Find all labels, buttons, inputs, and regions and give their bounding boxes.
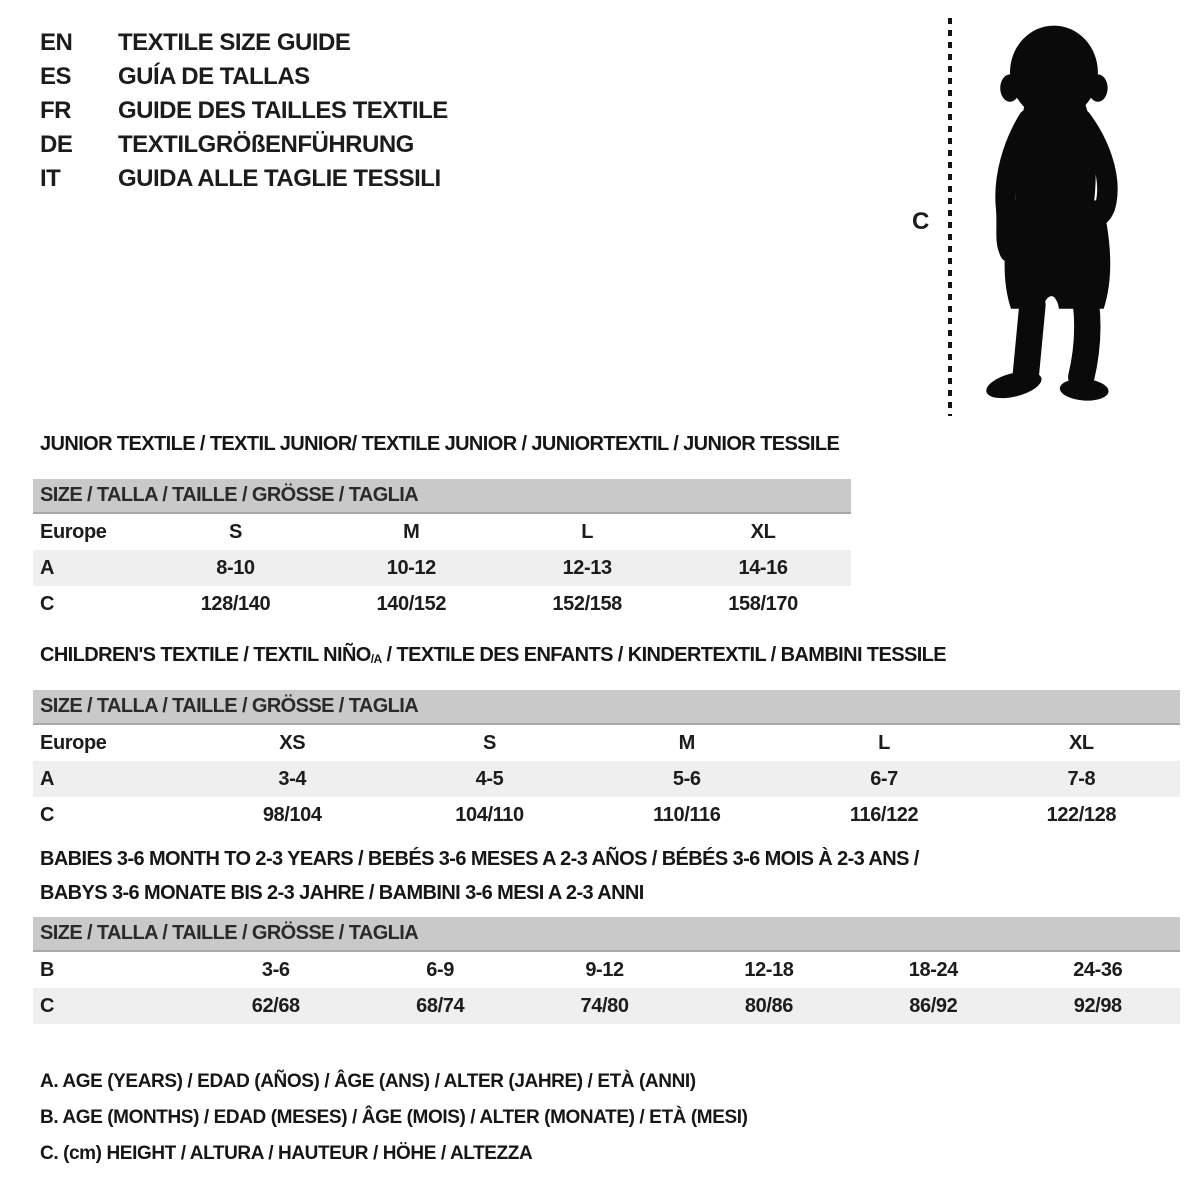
size-cell: S [228,520,242,543]
legend [40,1064,748,1172]
height-cell: 116/122 [849,803,919,826]
children-title-sub: /A [370,652,382,666]
junior-size-header: SIZE / TALLA / TAILLE / GRÖSSE / TAGLIA [33,479,851,514]
language-code: IT [40,165,61,192]
row-label: A [33,761,194,797]
size-cell: M [403,520,420,543]
table-row-months [33,952,1180,988]
children-section [33,644,1180,833]
language-row-en [40,26,448,60]
height-cell: 122/128 [1046,803,1117,826]
size-cell: L [878,731,890,754]
months-cell: 3-6 [261,958,290,981]
height-cell: 92/98 [1016,988,1180,1024]
size-cell: L [581,520,594,543]
age-cell: 6-7 [785,761,982,797]
language-code: DE [40,131,73,158]
babies-section-title-line2: BABYS 3-6 MONATE BIS 2-3 JAHRE / BAMBINI 3-6 MESI A 2-3 ANNI [40,882,644,904]
row-label: C [33,988,194,1024]
size-cell: XL [750,520,776,543]
age-cell: 12-13 [499,550,675,586]
legend-line-b: B. AGE (MONTHS) / EDAD (MESES) / ÂGE (MOIS) / ALTER (MONATE) / ETÀ (MESI) [40,1107,748,1128]
height-cell: 68/74 [358,988,522,1024]
age-cell: 4-5 [391,761,588,797]
size-cell: M [678,731,695,754]
language-row-fr [40,94,448,128]
children-title-part: CHILDREN'S TEXTILE / TEXTIL NIÑO [40,644,371,666]
height-cell: 74/80 [522,988,686,1024]
language-code: EN [40,29,73,56]
height-measure-line [948,18,952,416]
table-row-age [33,550,851,586]
table-row-height [33,586,851,622]
legend-line-a: A. AGE (YEARS) / EDAD (AÑOS) / ÂGE (ANS) / ALTER (JAHRE) / ETÀ (ANNI) [40,1071,696,1092]
children-size-table [33,690,1180,833]
guide-title-fr: GUIDE DES TAILLES TEXTILE [118,97,448,124]
guide-title-de: TEXTILGRÖßENFÜHRUNG [118,131,414,158]
months-cell: 6-9 [426,958,455,981]
children-title-part: / TEXTILE DES ENFANTS / KINDERTEXTIL / BAMBINI TESSILE [381,644,947,666]
row-label: C [40,803,55,826]
size-cell: XL [1068,731,1094,754]
table-row-europe [33,725,1180,761]
language-row-de [40,128,448,162]
age-cell: 5-6 [588,761,785,797]
height-figure [898,12,1178,422]
months-cell: 18-24 [908,958,958,981]
row-label: Europe [40,520,107,543]
months-cell: 12-18 [744,958,794,981]
height-cell: 128/140 [200,592,271,615]
language-title-block [40,26,448,196]
babies-table [33,952,1180,1024]
table-row-age [33,761,1180,797]
language-row-es [40,60,448,94]
row-label: Europe [40,731,107,754]
toddler-silhouette-image [968,16,1134,414]
children-size-header: SIZE / TALLA / TAILLE / GRÖSSE / TAGLIA [33,690,1180,725]
babies-section-title-line1: BABIES 3-6 MONTH TO 2-3 YEARS / BEBÉS 3-6 MESES A 2-3 AÑOS / BÉBÉS 3-6 MOIS À 2-3 ANS / [40,848,919,870]
language-code: ES [40,63,72,90]
table-row-height [33,797,1180,833]
guide-title-it: GUIDA ALLE TAGLIE TESSILI [118,165,441,192]
months-cell: 24-36 [1073,958,1123,981]
age-cell: 14-16 [675,550,851,586]
height-cell: 86/92 [851,988,1015,1024]
age-cell: 10-12 [323,550,499,586]
age-cell: 3-4 [194,761,391,797]
babies-section [33,848,1180,1024]
junior-section [33,433,851,622]
age-cell: 8-10 [148,550,324,586]
height-cell: 104/110 [455,803,524,826]
height-cell: 80/86 [687,988,851,1024]
guide-title-en: TEXTILE SIZE GUIDE [118,29,351,56]
legend-line-c: C. (cm) HEIGHT / ALTURA / HAUTEUR / HÖHE / ALTEZZA [40,1143,533,1164]
junior-table [33,514,851,622]
row-label: B [40,958,55,981]
children-table [33,725,1180,833]
junior-section-title: JUNIOR TEXTILE / TEXTIL JUNIOR/ TEXTILE JUNIOR / JUNIORTEXTIL / JUNIOR TESSILE [40,433,840,455]
size-cell: S [483,731,496,754]
height-cell: 158/170 [728,592,798,615]
guide-title-es: GUÍA DE TALLAS [118,63,310,90]
table-row-europe [33,514,851,550]
children-section-title [40,644,1180,667]
months-cell: 9-12 [585,958,624,981]
height-cell: 140/152 [376,592,447,615]
junior-size-table [33,479,851,622]
table-row-height [33,988,1180,1024]
size-cell: XS [279,731,306,754]
height-cell: 98/104 [262,803,322,826]
language-row-it [40,162,448,196]
babies-size-table [33,917,1180,1024]
row-label: A [33,550,148,586]
height-cell: 110/116 [653,803,721,826]
babies-size-header: SIZE / TALLA / TAILLE / GRÖSSE / TAGLIA [33,917,1180,952]
height-measure-label: C [912,208,930,235]
row-label: C [40,592,55,615]
age-cell: 7-8 [983,761,1180,797]
height-cell: 62/68 [194,988,358,1024]
language-code: FR [40,97,71,124]
height-cell: 152/158 [552,592,622,615]
